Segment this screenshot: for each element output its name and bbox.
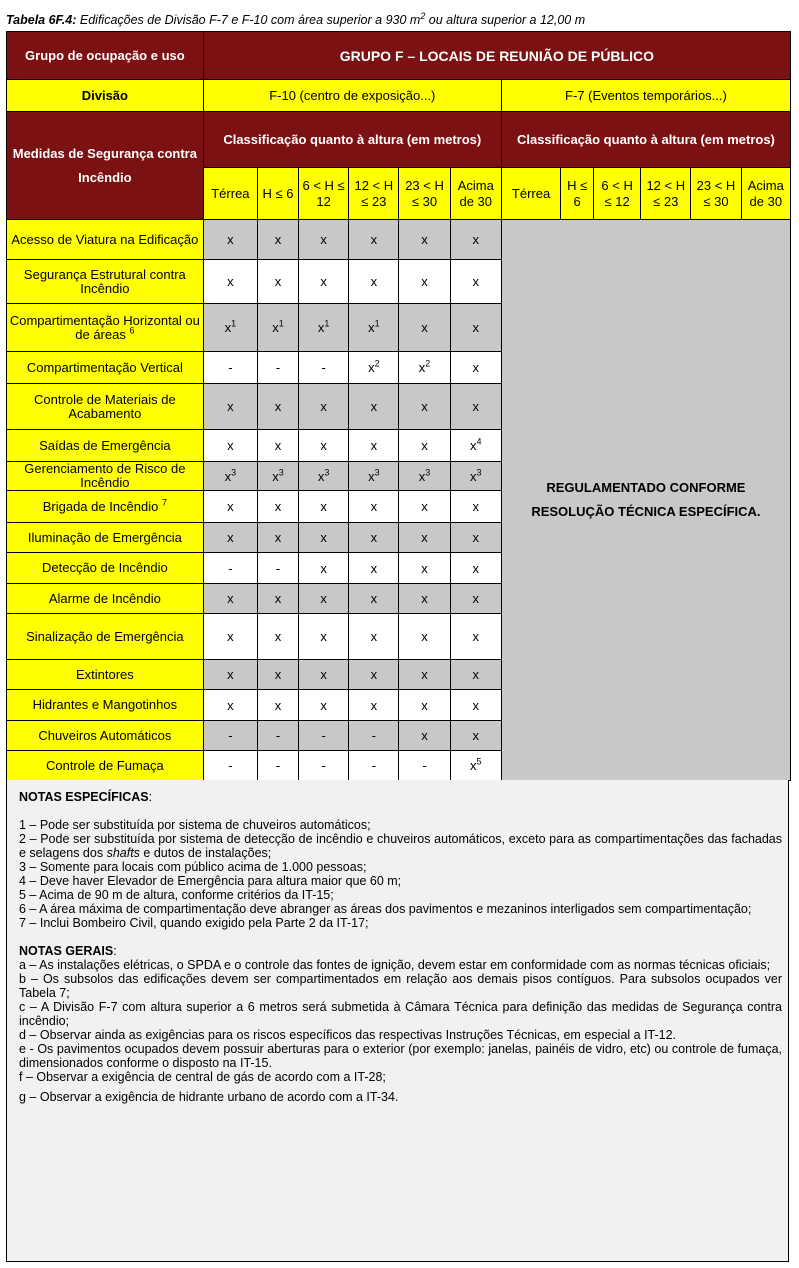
caption-prefix: Tabela 6F.4: xyxy=(6,13,77,28)
requirement-cell: - xyxy=(299,721,349,751)
requirement-cell: x xyxy=(203,660,257,690)
requirement-cell: x xyxy=(450,491,501,523)
requirement-cell: x xyxy=(399,614,450,660)
requirement-cell: x xyxy=(258,584,299,614)
requirement-cell: x xyxy=(399,721,450,751)
measure-label: Compartimentação Vertical xyxy=(7,352,204,384)
requirement-cell: x xyxy=(299,220,349,260)
requirement-cell: $x^3$ xyxy=(258,462,299,491)
requirement-cell: x xyxy=(203,430,257,462)
measure-label: Saídas de Emergência xyxy=(7,430,204,462)
requirement-cell: - xyxy=(258,553,299,584)
classif-f10: Classificação quanto à altura (em metros) xyxy=(203,112,501,168)
requirement-cell: x xyxy=(258,491,299,523)
requirement-cell: x xyxy=(450,523,501,553)
requirement-cell: x xyxy=(203,584,257,614)
requirement-cell: x xyxy=(258,660,299,690)
note-especifica: 3 – Somente para locais com público acima de 1.000 pessoas; xyxy=(19,860,367,874)
height-header-f10: 6 < H ≤ 12 xyxy=(299,168,349,220)
note-geral: f – Observar a exigência de central de gás de acordo com a IT-28; xyxy=(19,1070,386,1084)
measure-label: Sinalização de Emergência xyxy=(7,614,204,660)
requirement-cell: x xyxy=(349,553,399,584)
notes-panel: NOTAS ESPECÍFICAS: 1 – Pode ser substituída por sistema de chuveiros automáticos; 2 – Pode ser substituída por sistema de detecção de incêndio e chuveiros automáticos, exceto para as compartimentações das fachadas e selagens dos shafts e dutos de instalações; 3 – Somente para locais com público acima de 1.000 pessoas; 4 – Deve haver Elevador de Emergência para altura maior que 60 m; 5 – Acima de 90 m de altura, conforme critérios da IT-15; 6 – A área máxima de compartimentação deve abranger as áreas dos pavimentos e mezaninos interligados sem compartimentação; 7 – Inclui Bombeiro Civil, quando exigido pela Parte 2 da IT-17; NOTAS GERAIS: a – As instalações elétricas, o SPDA e o controle das fontes de ignição, devem estar em conformidade com as normas técnicas oficiais; b – Os subsolos das edificações devem ser compartimentados em relação aos demais pisos contíguos. Para subsolos ocupados ver Tabela 7; c – A Divisão F-7 com altura superior a 6 metros será submetida à Câmara Técnica para definição das medidas de Segurança contra incêndio; d – Observar ainda as exigências para os riscos específicos das respectivas Instruções Técnicas, em especial a IT-12. e - Os pavimentos ocupados devem possuir aberturas para o exterior (por exemplo: janelas, painéis de vidro, etc) ou controle de fumaça, dimensionados conforme o disposto na IT-15. f – Observar a exigência de central de gás de acordo com a IT-28; g – Observar a exigência de hidrante urbano de acordo com a IT-34. xyxy=(6,780,789,1262)
requirement-cell: x xyxy=(258,430,299,462)
requirement-cell: x xyxy=(399,220,450,260)
measure-label: Gerenciamento de Risco de Incêndio xyxy=(7,462,204,491)
requirement-cell: x xyxy=(203,260,257,304)
requirement-cell: - xyxy=(258,721,299,751)
note-geral: e - Os pavimentos ocupados devem possuir aberturas para o exterior (por exemplo: janelas, painéis de vidro, etc) ou controle de fumaça, dimensionados conforme o disposto na IT-15. xyxy=(19,1042,782,1070)
requirement-cell: x xyxy=(258,220,299,260)
requirement-cell: x xyxy=(203,491,257,523)
f7-regulated-note: REGULAMENTADO CONFORME RESOLUÇÃO TÉCNICA ESPECÍFICA. xyxy=(501,220,790,781)
requirement-cell: x xyxy=(450,260,501,304)
requirement-cell: $x^1$ xyxy=(203,304,257,352)
note-especifica: 5 – Acima de 90 m de altura, conforme critérios da IT-15; xyxy=(19,888,334,902)
measure-label: Chuveiros Automáticos xyxy=(7,721,204,751)
requirement-cell: - xyxy=(349,751,399,781)
requirement-cell: $x^3$ xyxy=(450,462,501,491)
requirement-cell: - xyxy=(349,721,399,751)
requirement-cell: $x^3$ xyxy=(399,462,450,491)
caption-sup: 2 xyxy=(420,11,426,21)
requirement-cell: x xyxy=(349,614,399,660)
height-header-f10: Acima de 30 xyxy=(450,168,501,220)
note-geral: g – Observar a exigência de hidrante urbano de acordo com a IT-34. xyxy=(19,1090,399,1104)
requirement-cell: x xyxy=(299,690,349,721)
divisao-f10: F-10 (centro de exposição...) xyxy=(203,80,501,112)
requirement-cell: x xyxy=(349,220,399,260)
requirement-cell: - xyxy=(258,352,299,384)
requirement-cell: x xyxy=(299,260,349,304)
requirements-table xyxy=(6,31,791,781)
requirement-cell: x xyxy=(258,614,299,660)
requirement-cell: x xyxy=(299,614,349,660)
divisao-label: Divisão xyxy=(7,80,204,112)
requirement-cell: - xyxy=(203,721,257,751)
requirement-cell: x xyxy=(399,260,450,304)
requirement-cell: x xyxy=(450,384,501,430)
requirement-cell: x xyxy=(450,352,501,384)
requirement-cell: x xyxy=(450,614,501,660)
requirement-cell: x xyxy=(299,553,349,584)
requirement-cell: $x^3$ xyxy=(203,462,257,491)
requirement-cell: x xyxy=(450,304,501,352)
requirement-cell: x xyxy=(349,430,399,462)
requirement-cell: x xyxy=(203,384,257,430)
requirement-cell: x xyxy=(258,690,299,721)
requirement-cell: x xyxy=(450,660,501,690)
requirement-cell: x xyxy=(349,584,399,614)
height-header-f7: Térrea xyxy=(501,168,560,220)
requirement-cell: x xyxy=(349,660,399,690)
divisao-f7: F-7 (Eventos temporários...) xyxy=(501,80,790,112)
requirement-cell: x xyxy=(299,660,349,690)
measure-label: Detecção de Incêndio xyxy=(7,553,204,584)
requirement-cell: x xyxy=(349,491,399,523)
measure-label: Brigada de Incêndio $^7$ xyxy=(7,491,204,523)
requirement-cell: x xyxy=(258,260,299,304)
medidas-label: Medidas de Segurança contra Incêndio xyxy=(7,112,204,220)
measure-label: Controle de Materiais de Acabamento xyxy=(7,384,204,430)
grupo-label: Grupo de ocupação e uso xyxy=(7,32,204,80)
requirement-cell: x xyxy=(450,553,501,584)
requirement-cell: x xyxy=(299,491,349,523)
requirement-cell: x xyxy=(203,220,257,260)
requirement-cell: $x^5$ xyxy=(450,751,501,781)
requirement-cell: $x^3$ xyxy=(349,462,399,491)
classif-f7: Classificação quanto à altura (em metros) xyxy=(501,112,790,168)
requirement-cell: x xyxy=(399,523,450,553)
requirement-cell: x xyxy=(399,430,450,462)
height-header-f7: Acima de 30 xyxy=(741,168,790,220)
requirement-cell: x xyxy=(299,384,349,430)
table-row xyxy=(7,220,791,260)
height-header-f7: H ≤ 6 xyxy=(561,168,594,220)
grupo-value: GRUPO F – LOCAIS DE REUNIÃO DE PÚBLICO xyxy=(203,32,790,80)
requirement-cell: - xyxy=(203,751,257,781)
requirement-cell: x xyxy=(399,660,450,690)
note-especifica: 7 – Inclui Bombeiro Civil, quando exigido pela Parte 2 da IT-17; xyxy=(19,916,369,930)
height-header-f10: 23 < H ≤ 30 xyxy=(399,168,450,220)
note-geral: a – As instalações elétricas, o SPDA e o controle das fontes de ignição, devem estar em conformidade com as normas técnicas oficiais; xyxy=(19,958,771,972)
requirement-cell: x xyxy=(399,491,450,523)
notas-gerais-list xyxy=(19,958,782,1104)
notas-gerais-title: NOTAS GERAIS xyxy=(19,944,114,958)
height-header-f7: 23 < H ≤ 30 xyxy=(691,168,741,220)
requirement-cell: x xyxy=(258,523,299,553)
requirement-cell: $x^3$ xyxy=(299,462,349,491)
requirement-cell: - xyxy=(203,352,257,384)
requirement-cell: x xyxy=(203,614,257,660)
note-especifica: 6 – A área máxima de compartimentação deve abranger as áreas dos pavimentos e mezaninos interligados sem compartimentação; xyxy=(19,902,752,916)
height-header-f7: 12 < H ≤ 23 xyxy=(641,168,691,220)
note-especifica: 1 – Pode ser substituída por sistema de chuveiros automáticos; xyxy=(19,818,371,832)
requirement-cell: x xyxy=(299,523,349,553)
requirement-cell: $x^1$ xyxy=(299,304,349,352)
note-geral: c – A Divisão F-7 com altura superior a 6 metros será submetida à Câmara Técnica para definição das medidas de Segurança contra incêndio; xyxy=(19,1000,782,1028)
height-header-f7: 6 < H ≤ 12 xyxy=(594,168,641,220)
measure-label: Alarme de Incêndio xyxy=(7,584,204,614)
requirement-cell: - xyxy=(399,751,450,781)
requirement-cell: - xyxy=(299,751,349,781)
requirement-cell: x xyxy=(450,584,501,614)
requirement-cell: x xyxy=(399,384,450,430)
requirement-cell: x xyxy=(203,523,257,553)
requirement-cell: $x^2$ xyxy=(349,352,399,384)
requirement-cell: $x^4$ xyxy=(450,430,501,462)
notas-especificas-list xyxy=(19,818,782,930)
requirement-cell: x xyxy=(349,523,399,553)
requirement-cell: x xyxy=(258,384,299,430)
requirement-cell: x xyxy=(299,584,349,614)
requirement-cell: x xyxy=(349,690,399,721)
requirement-cell: - xyxy=(203,553,257,584)
requirement-cell: x xyxy=(450,220,501,260)
requirement-cell: x xyxy=(349,384,399,430)
requirement-cell: x xyxy=(399,584,450,614)
requirement-cell: - xyxy=(258,751,299,781)
measure-label: Compartimentação Horizontal ou de áreas $^6$ xyxy=(7,304,204,352)
notas-especificas-title: NOTAS ESPECÍFICAS xyxy=(19,790,149,804)
requirement-cell: x xyxy=(450,721,501,751)
requirement-cell: x xyxy=(399,690,450,721)
requirement-cell: x xyxy=(349,260,399,304)
table-caption xyxy=(6,4,585,28)
requirement-cell: x xyxy=(399,553,450,584)
requirement-cell: $x^1$ xyxy=(258,304,299,352)
height-header-f10: Térrea xyxy=(203,168,257,220)
note-geral: b – Os subsolos das edificações devem ser compartimentados em relação aos demais pisos contíguos. Para subsolos ocupados ver Tabela 7; xyxy=(19,972,782,1000)
measure-label: Iluminação de Emergência xyxy=(7,523,204,553)
requirement-cell: - xyxy=(299,352,349,384)
requirement-cell: x xyxy=(299,430,349,462)
requirement-cell: $x^2$ xyxy=(399,352,450,384)
measure-label: Acesso de Viatura na Edificação xyxy=(7,220,204,260)
caption-text: Edificações de Divisão F-7 e F-10 com área superior a 930 m xyxy=(76,13,421,28)
note-especifica: 4 – Deve haver Elevador de Emergência para altura maior que 60 m; xyxy=(19,874,402,888)
note-especifica: 2 – Pode ser substituída por sistema de detecção de incêndio e chuveiros automáticos, exceto para as compartimentações das fachadas e selagens dos shafts e dutos de instalações; xyxy=(19,832,782,860)
note-geral: d – Observar ainda as exigências para os riscos específicos das respectivas Instruções Técnicas, em especial a IT-12. xyxy=(19,1028,677,1042)
measure-label: Controle de Fumaça xyxy=(7,751,204,781)
requirement-cell: x xyxy=(203,690,257,721)
caption-text-end: ou altura superior a 12,00 m xyxy=(425,13,586,28)
requirement-cell: $x^1$ xyxy=(349,304,399,352)
requirement-cell: x xyxy=(450,690,501,721)
height-header-f10: 12 < H ≤ 23 xyxy=(349,168,399,220)
measure-label: Extintores xyxy=(7,660,204,690)
height-header-f10: H ≤ 6 xyxy=(258,168,299,220)
requirement-cell: x xyxy=(399,304,450,352)
measure-label: Segurança Estrutural contra Incêndio xyxy=(7,260,204,304)
measure-label: Hidrantes e Mangotinhos xyxy=(7,690,204,721)
